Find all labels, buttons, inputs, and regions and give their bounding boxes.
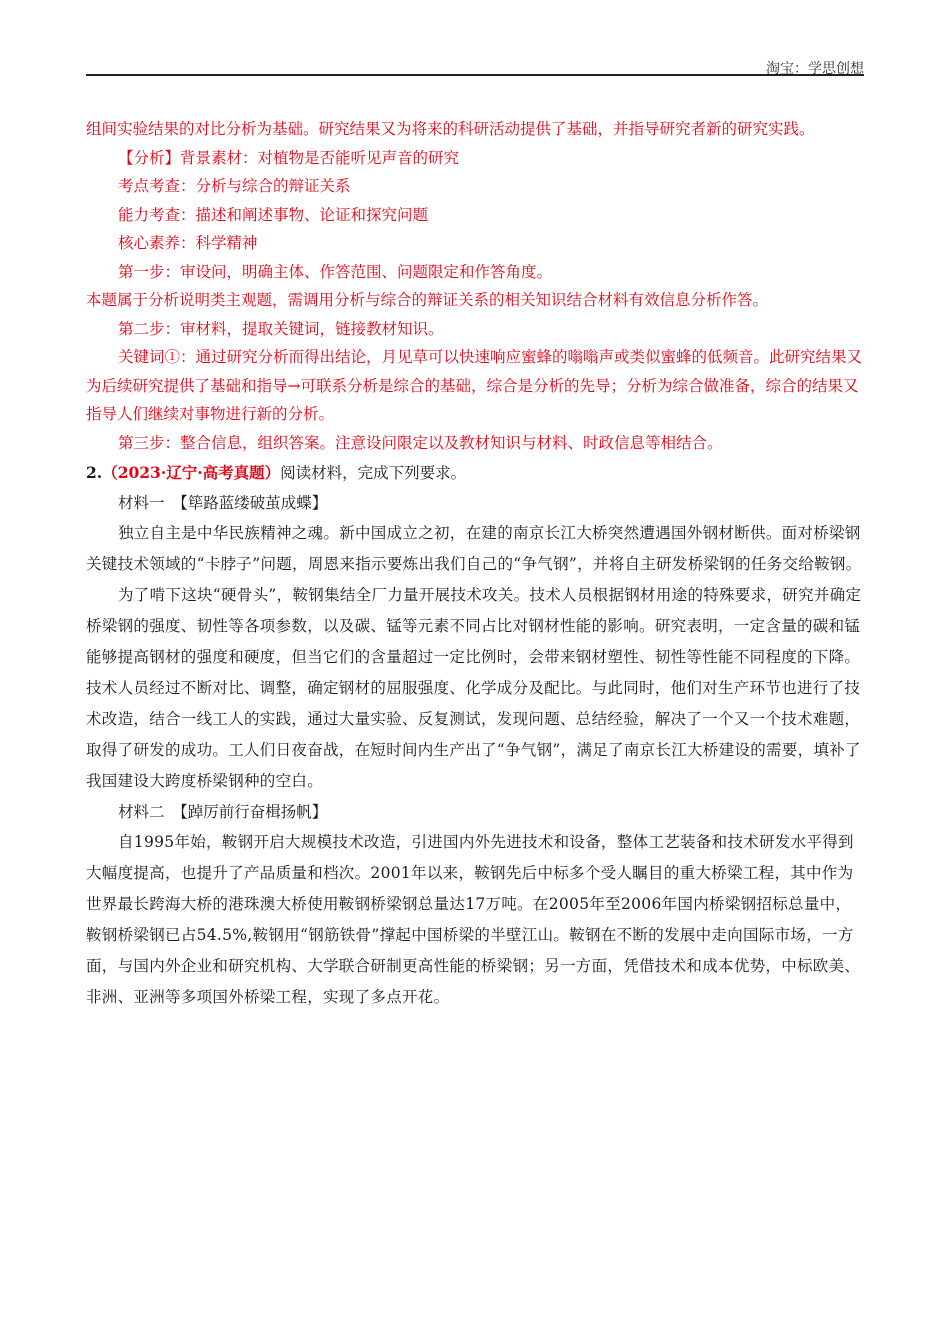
material-1-title: 材料一 【筚路蓝缕破茧成蝶】 <box>118 493 328 512</box>
material-2-paragraph-1: 自1995年始，鞍钢开启大规模技术改造，引进国内外先进技术和设备，整体工艺装备和技术研发水平得到大幅度提高，也提升了产品质量和档次。2001年以来，鞍钢先后中标多个受人瞩目的重大桥梁工程，其中作为世界最长跨海大桥的港珠澳大桥使用鞍钢桥梁钢总量达17万吨。在2005年至2006年国内桥梁钢招标总量中，鞍钢桥梁钢已占54.5%,鞍钢用“钢筋铁骨”撑起中国桥梁的半壁江山。鞍钢在不断的发展中走向国际市场，一方面，与国内外企业和研究机构、大学联合研制更高性能的桥梁钢；另一方面，凭借技术和成本优势，中标欧美、非洲、亚洲等多项国外桥梁工程，实现了多点开花。 <box>86 832 861 1006</box>
analysis-continuation: 组间实验结果的对比分析为基础。研究结果又为将来的科研活动提供了基础，并指导研究者新的研究实践。 <box>86 120 815 138</box>
analysis-step1-detail: 本题属于分析说明类主观题，需调用分析与综合的辩证关系的相关知识结合材料有效信息分析作答。 <box>86 291 769 309</box>
page-header: 淘宝：学思创想 <box>766 61 864 77</box>
analysis-keyword1: 关键词①：通过研究分析而得出结论，月见草可以快速响应蜜蜂的嗡嗡声或类似蜜蜂的低频音。此研究结果又为后续研究提供了基础和指导→可联系分析是综合的基础，综合是分析的先导；分析为综合做准备，综合的结果又指导人们继续对事物进行新的分析。 <box>86 348 863 423</box>
header-divider <box>86 74 864 76</box>
analysis-step3: 第三步：整合信息，组织答案。注意设问限定以及教材知识与材料、时政信息等相结合。 <box>118 433 723 452</box>
material-2-title: 材料二 【踔厉前行奋楫扬帆】 <box>118 802 328 821</box>
analysis-step1: 第一步：审设问，明确主体、作答范围、问题限定和作答角度。 <box>118 262 553 281</box>
analysis-background: 【分析】背景素材：对植物是否能听见声音的研究 <box>118 148 460 167</box>
question-prompt: 阅读材料，完成下列要求。 <box>280 464 467 482</box>
question-number: 2. <box>86 463 103 482</box>
material-1-paragraph-1: 独立自主是中华民族精神之魂。新中国成立之初，在建的南京长江大桥突然遭遇国外钢材断供。面对桥梁钢关键技术领域的“卡脖子”问题，周恩来指示要炼出我们自己的“争气钢”，并将自主研发桥梁钢的任务交给鞍钢。 <box>86 523 862 573</box>
question-2-header <box>86 459 864 488</box>
question-source: （2023·辽宁·高考真题） <box>102 463 281 482</box>
analysis-ability: 能力考查：描述和阐述事物、论证和探究问题 <box>118 205 429 224</box>
analysis-step2: 第二步：审材料，提取关键词，链接教材知识。 <box>118 319 444 338</box>
document-body <box>86 115 864 1013</box>
analysis-exam-point: 考点考查：分析与综合的辩证关系 <box>118 177 351 195</box>
analysis-literacy: 核心素养：科学精神 <box>118 234 258 252</box>
material-1-paragraph-2: 为了啃下这块“硬骨头”，鞍钢集结全厂力量开展技术攻关。技术人员根据钢材用途的特殊要求，研究并确定桥梁钢的强度、韧性等各项参数，以及碳、锰等元素不同占比对钢材性能的影响。研究表明，一定含量的碳和锰能够提高钢材的强度和硬度，但当它们的含量超过一定比例时，会带来钢材塑性、韧性等性能不同程度的下降。技术人员经过不断对比、调整，确定钢材的屈服强度、化学成分及配比。与此同时，他们对生产环节也进行了技术改造，结合一线工人的实践，通过大量实验、反复测试，发现问题、总结经验，解决了一个又一个技术难题，取得了研发的成功。工人们日夜奋战，在短时间内生产出了“争气钢”，满足了南京长江大桥建设的需要，填补了我国建设大跨度桥梁钢种的空白。 <box>86 585 862 790</box>
